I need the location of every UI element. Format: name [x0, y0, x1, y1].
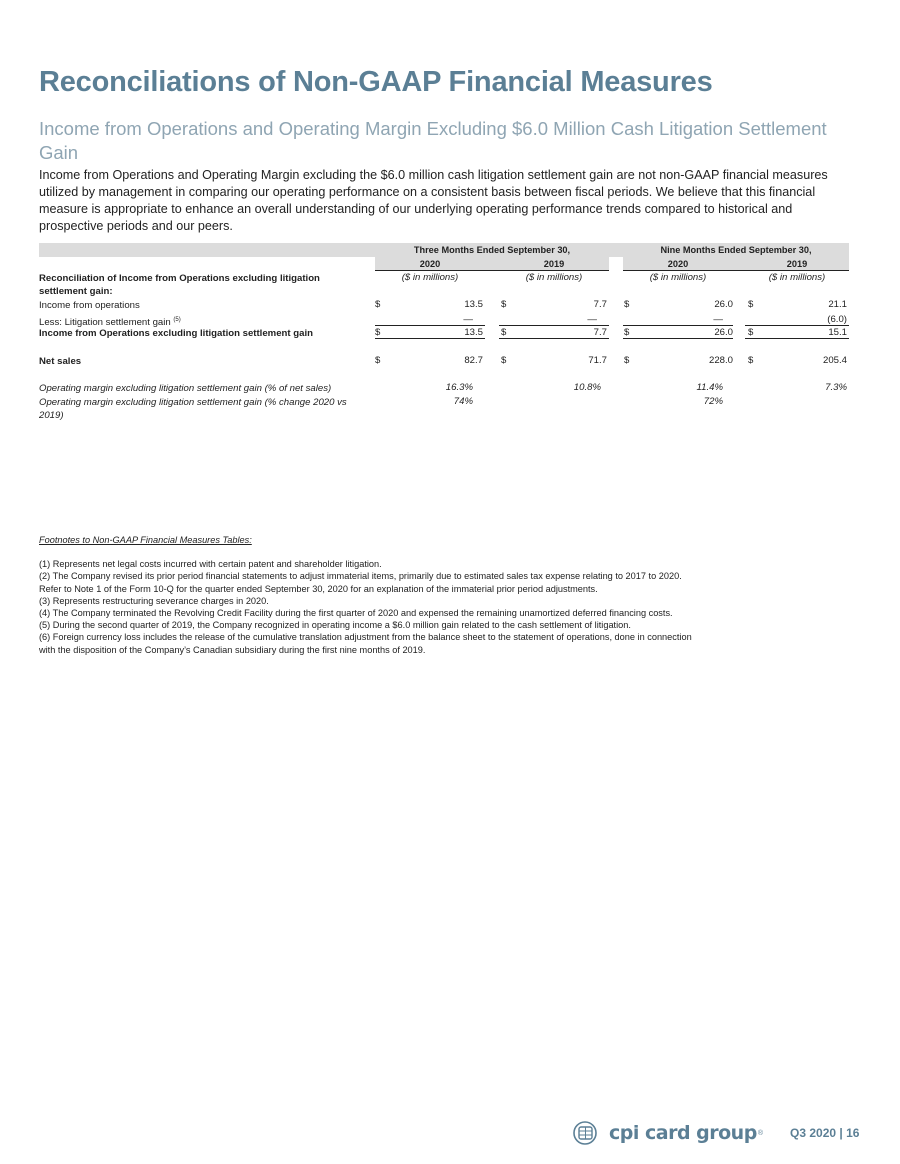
total-line — [623, 338, 733, 339]
unit-n-2019: ($ in millions) — [768, 272, 826, 283]
value-income-ops-q2019: 7.7 — [593, 299, 607, 310]
currency-sign: $ — [501, 355, 507, 366]
company-logo — [573, 1121, 763, 1145]
page-number: Q3 2020 | 16 — [790, 1126, 860, 1140]
header-three-months: Three Months Ended September 30, — [413, 245, 571, 255]
subtotal-line — [745, 325, 849, 326]
value-net-sales-q2020: 82.7 — [464, 355, 483, 366]
currency-sign: $ — [501, 299, 507, 310]
page-subtitle: Income from Operations and Operating Margin Excluding $6.0 Million Cash Litigation Settlement Gain — [39, 118, 827, 163]
row-label-income-ops: Income from operations — [39, 300, 140, 311]
unit-n-2020: ($ in millions) — [649, 272, 707, 283]
value-margin-q2020: 16.3% — [445, 382, 473, 393]
page-title: Reconciliations of Non-GAAP Financial Measures — [39, 66, 713, 98]
row-label-margin-change: Operating margin excluding litigation settlement gain (% change 2020 vs 2019) — [39, 397, 347, 421]
value-less-n2019: (6.0) — [827, 314, 847, 325]
footnotes — [39, 534, 799, 656]
unit-q-2019: ($ in millions) — [525, 272, 583, 283]
value-margin-n2019: 7.3% — [825, 382, 847, 393]
row-label-margin-pct: Operating margin excluding litigation settlement gain (% of net sales) — [39, 383, 332, 394]
year-underline-nine — [623, 270, 849, 271]
value-income-excl-q2020: 13.5 — [464, 327, 483, 338]
total-line — [499, 338, 609, 339]
value-net-sales-n2019: 205.4 — [822, 355, 847, 366]
currency-sign: $ — [624, 355, 630, 366]
subtotal-line — [499, 325, 609, 326]
currency-sign: $ — [748, 355, 754, 366]
footnote-1: (1) Represents net legal costs incurred with certain patent and shareholder litigation. — [39, 559, 382, 570]
currency-sign: $ — [501, 327, 507, 338]
footnote-2: (2) The Company revised its prior period financial statements to adjust immaterial items, primarily due to estimated sales tax expense relating to 2017 to 2020. — [39, 571, 682, 582]
less-litigation-text: Less: Litigation settlement gain — [39, 317, 171, 328]
footnote-2-cont: Refer to Note 1 of the Form 10-Q for the quarter ended September 30, 2020 for an explanation of the immaterial prior period adjustments. — [39, 583, 598, 594]
footnotes-heading: Footnotes to Non-GAAP Financial Measures Tables: — [39, 535, 252, 545]
footnote-4: (4) The Company terminated the Revolving Credit Facility during the first quarter of 2020 and expensed the remaining unamortized deferred financing costs. — [39, 608, 673, 619]
footnote-3: (3) Represents restructuring severance charges in 2020. — [39, 595, 269, 606]
currency-sign: $ — [375, 327, 381, 338]
value-net-sales-q2019: 71.7 — [588, 355, 607, 366]
currency-sign: $ — [748, 327, 754, 338]
value-income-excl-n2020: 26.0 — [714, 327, 733, 338]
value-less-q2019: — — [587, 314, 597, 325]
subtotal-line — [375, 325, 485, 326]
intro-paragraph: Income from Operations and Operating Margin excluding the $6.0 million cash litigation settlement gain are not non-GAAP financial measures utilized by management in comparing our operating performance on a consistent basis between fiscal periods. We believe that this financial measure is appropriate to enhance an overall understanding of our underlying operating performance trends compared to historical and prospective periods and our peers. — [39, 168, 828, 233]
row-label-income-excl: Income from Operations excluding litigation settlement gain — [39, 328, 313, 339]
subtotal-line — [623, 325, 733, 326]
footnote-6: (6) Foreign currency loss includes the release of the cumulative translation adjustment from the balance sheet to the statement of operations, done in connection — [39, 632, 692, 643]
value-income-ops-n2020: 26.0 — [714, 299, 733, 310]
footnote-5: (5) During the second quarter of 2019, the Company recognized in operating income a $6.0 million gain related to the cash settlement of litigation. — [39, 620, 631, 631]
value-less-n2020: — — [713, 314, 723, 325]
year-underline-three — [375, 270, 609, 271]
value-net-sales-n2020: 228.0 — [708, 355, 733, 366]
value-income-ops-q2020: 13.5 — [464, 299, 483, 310]
value-margin-n2020: 11.4% — [696, 382, 723, 393]
card-chip-icon — [573, 1121, 603, 1145]
footnote-6-cont: with the disposition of the Company’s Canadian subsidiary during the first nine months of 2019. — [39, 644, 426, 655]
logo-wordmark: cpi card group — [609, 1122, 757, 1144]
value-income-ops-n2019: 21.1 — [828, 299, 847, 310]
year-header-n-2019: 2019 — [786, 259, 808, 269]
value-margin-change-q: 74% — [453, 396, 473, 407]
year-header-n-2020: 2020 — [667, 259, 689, 269]
year-header-q-2019: 2019 — [543, 259, 565, 269]
value-less-q2020: — — [463, 314, 473, 325]
unit-q-2020: ($ in millions) — [401, 272, 459, 283]
total-line — [375, 338, 485, 339]
value-margin-q2019: 10.8% — [573, 382, 601, 393]
year-header-q-2020: 2020 — [419, 259, 441, 269]
registered-mark: ® — [757, 1129, 763, 1137]
header-nine-months: Nine Months Ended September 30, — [660, 245, 812, 255]
currency-sign: $ — [375, 299, 381, 310]
row-label-net-sales: Net sales — [39, 356, 82, 367]
total-line — [745, 338, 849, 339]
currency-sign: $ — [748, 299, 754, 310]
currency-sign: $ — [375, 355, 381, 366]
value-income-excl-q2019: 7.7 — [593, 327, 607, 338]
currency-sign: $ — [624, 327, 630, 338]
footnote-ref: (5) — [173, 317, 181, 323]
value-margin-change-n: 72% — [703, 396, 723, 407]
currency-sign: $ — [624, 299, 630, 310]
value-income-excl-n2019: 15.1 — [828, 327, 847, 338]
section-label: Reconciliation of Income from Operations excluding litigation settlement gain: — [39, 273, 320, 297]
